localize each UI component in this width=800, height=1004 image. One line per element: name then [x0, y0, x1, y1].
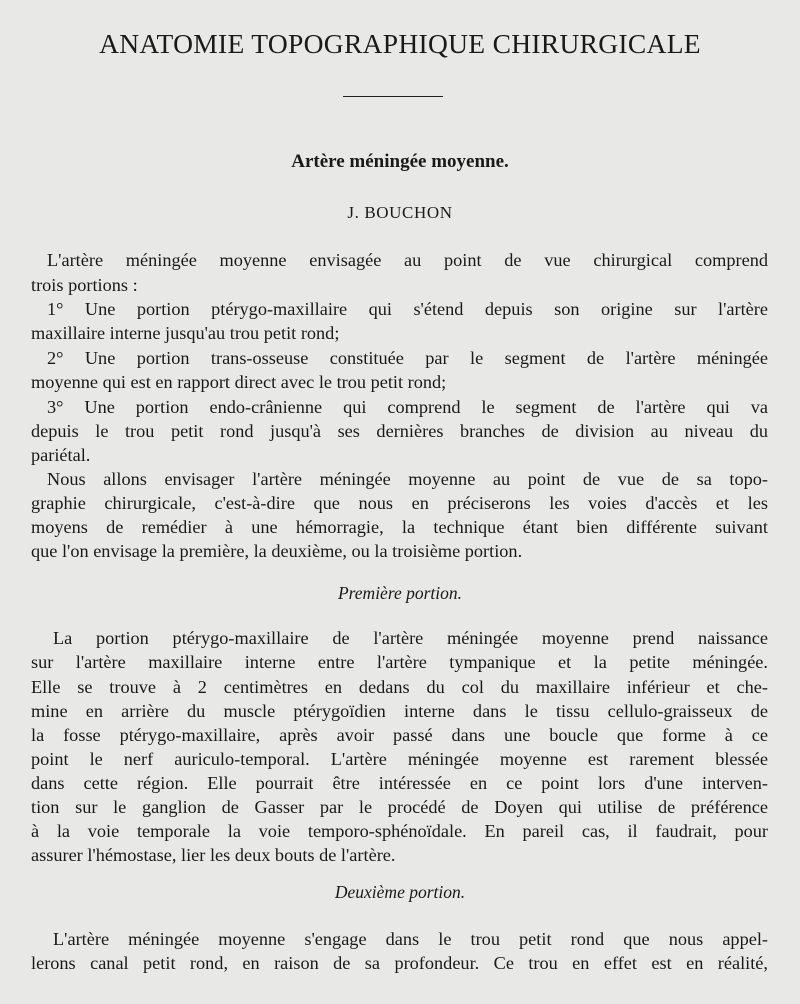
- text-line: que l'on envisage la première, la deuxième, ou la troisième portion.: [31, 541, 523, 561]
- text-line: L'artère méningée moyenne s'engage dans le trou petit rond que nous appel-: [53, 929, 768, 949]
- running-header: ANATOMIE TOPOGRAPHIQUE CHIRURGICALE: [99, 28, 701, 59]
- text-line: graphie chirurgicale, c'est-à-dire que nous en préciserons les voies d'accès et les: [31, 493, 768, 513]
- text-line: La portion ptérygo-maxillaire de l'artère méningée moyenne prend naissance: [53, 628, 768, 648]
- text-line: L'artère méningée moyenne envisagée au point de vue chirurgical comprend: [47, 250, 768, 270]
- text-line: assurer l'hémostase, lier les deux bouts de l'artère.: [31, 845, 396, 865]
- text-line: mine en arrière du muscle ptérygoïdien interne dans le tissu cellulo-graisseux de: [31, 701, 768, 721]
- text-line: sur l'artère maxillaire interne entre l'artère tympanique et la petite méningée.: [31, 652, 768, 672]
- text-line: Elle se trouve à 2 centimètres en dedans du col du maxillaire inférieur et che-: [31, 677, 768, 697]
- text-line: maxillaire interne jusqu'au trou petit rond;: [31, 323, 340, 343]
- text-line: lerons canal petit rond, en raison de sa profondeur. Ce trou en effet est en réalité,: [31, 953, 768, 973]
- text-line: 1° Une portion ptérygo-maxillaire qui s'étend depuis son origine sur l'artère: [47, 299, 768, 319]
- text-line: la fosse ptérygo-maxillaire, après avoir passé dans une boucle que forme à ce: [31, 725, 768, 745]
- text-line: 3° Une portion endo-crânienne qui comprend le segment de l'artère qui va: [47, 397, 768, 417]
- text-line: pariétal.: [31, 445, 91, 465]
- text-line: trois portions :: [31, 275, 138, 295]
- author: J. BOUCHON: [347, 203, 453, 222]
- section-heading-deuxieme-portion: Deuxième portion.: [334, 882, 466, 902]
- text-line: Nous allons envisager l'artère méningée moyenne au point de vue de sa topo-: [47, 469, 768, 489]
- text-line: depuis le trou petit rond jusqu'à ses dernières branches de division au niveau du: [31, 421, 768, 441]
- article-title: Artère méningée moyenne.: [291, 151, 509, 172]
- text-line: moyens de remédier à une hémorragie, la technique étant bien différente suivant: [31, 517, 768, 537]
- text-line: moyenne qui est en rapport direct avec le trou petit rond;: [31, 372, 447, 392]
- title-rule: [343, 96, 443, 97]
- text-line: 2° Une portion trans-osseuse constituée par le segment de l'artère méningée: [47, 348, 768, 368]
- text-line: point le nerf auriculo-temporal. L'artère méningée moyenne est rarement blessée: [31, 749, 768, 769]
- text-line: à la voie temporale la voie temporo-sphénoïdale. En pareil cas, il faudrait, pour: [31, 821, 768, 841]
- section-heading-premiere-portion: Première portion.: [337, 583, 463, 603]
- text-line: dans cette région. Elle pourrait être intéressée en ce point lors d'une interven-: [31, 773, 768, 793]
- text-line: tion sur le ganglion de Gasser par le procédé de Doyen qui utilise de préférence: [31, 797, 768, 817]
